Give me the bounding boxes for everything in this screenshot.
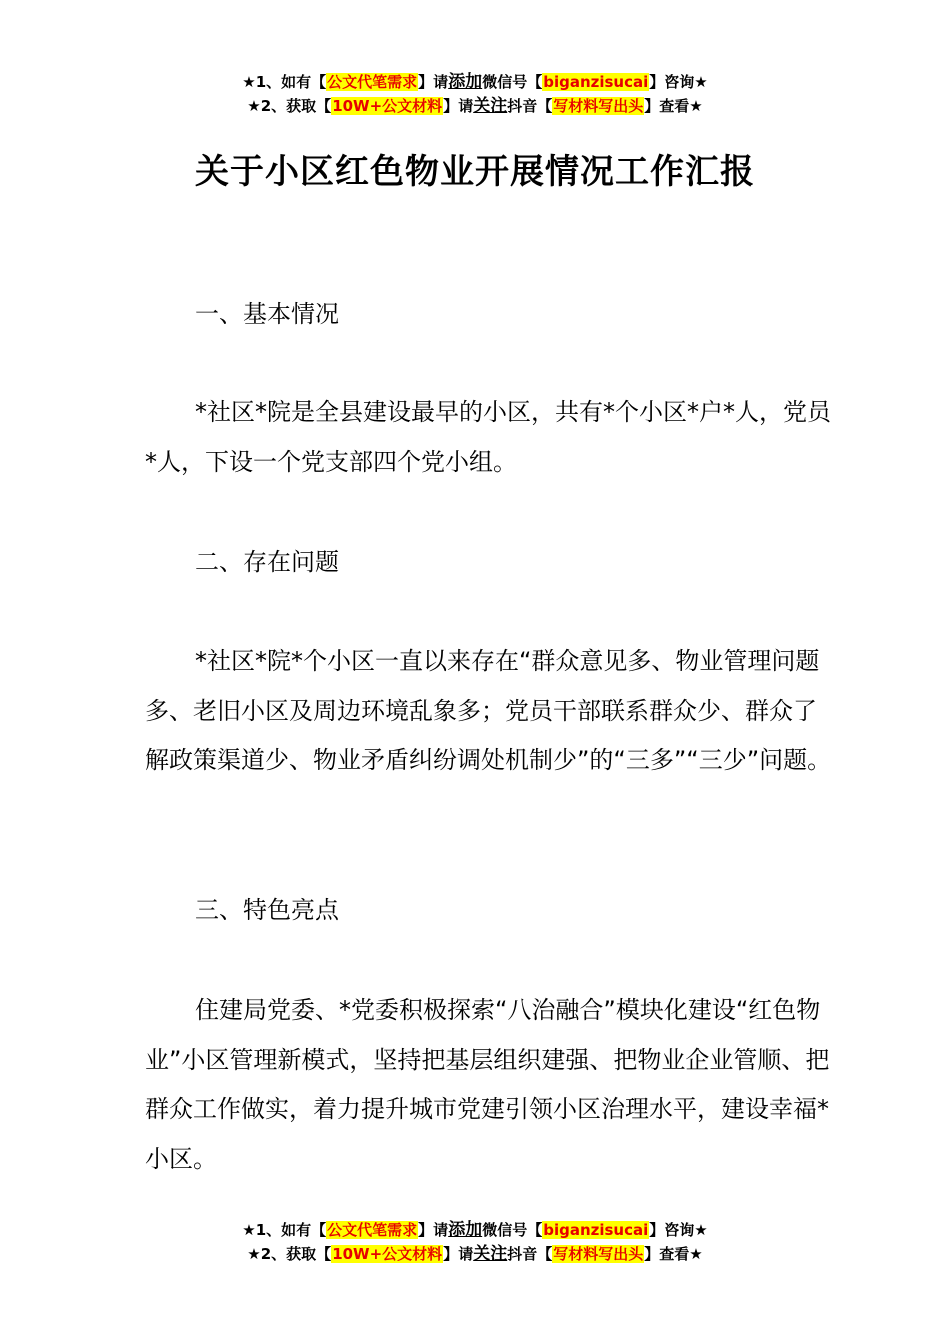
ad-text: 抖音【 (507, 1245, 553, 1263)
ad-highlight: 公文代笔需求 (327, 73, 418, 91)
ad-text: ★1、如有【 (242, 1221, 327, 1239)
ad-highlight-douyin: 写材料写出头 (553, 1245, 644, 1263)
ad-emphasis: 添加 (448, 72, 483, 92)
ad-text: 】请 (418, 1221, 449, 1239)
ad-text: ★2、获取【 (247, 97, 332, 115)
ad-text: 抖音【 (507, 97, 553, 115)
ad-emphasis: 关注 (473, 96, 508, 116)
document-title: 关于小区红色物业开展情况工作汇报 (195, 152, 755, 192)
ad-line-1 (0, 1218, 950, 1242)
ad-line-2 (0, 1242, 950, 1266)
ad-text: 】咨询★ (649, 73, 708, 91)
section-paragraph-basic: *社区*院是全县建设最早的小区，共有*个小区*户*人，党员*人，下设一个党支部四个党小组。 (145, 398, 831, 476)
ad-line-2 (0, 94, 950, 118)
ad-emphasis: 关注 (473, 1244, 508, 1264)
ad-text: 】请 (418, 73, 449, 91)
header-ad-banner (0, 70, 950, 118)
ad-text: 】咨询★ (649, 1221, 708, 1239)
ad-text: 】查看★ (644, 1245, 703, 1263)
section-heading-basic: 一、基本情况 (195, 300, 339, 328)
ad-highlight-wechat: biganzisucai (543, 1221, 649, 1239)
ad-highlight-wechat: biganzisucai (543, 73, 649, 91)
ad-text: 】请 (443, 1245, 474, 1263)
ad-text: 】请 (443, 97, 474, 115)
ad-text: 】查看★ (644, 97, 703, 115)
ad-text: 微信号【 (482, 73, 543, 91)
ad-text: 微信号【 (482, 1221, 543, 1239)
section-paragraph-problems: *社区*院*个小区一直以来存在“群众意见多、物业管理问题多、老旧小区及周边环境乱象多；党员干部联系群众少、群众了解政策渠道少、物业矛盾纠纷调处机制少”的“三多”“三少”问题。 (145, 647, 832, 774)
section-paragraph-highlights: 住建局党委、*党委积极探索“八治融合”模块化建设“红色物业”小区管理新模式，坚持把基层组织建强、把物业企业管顺、把群众工作做实，着力提升城市党建引领小区治理水平，建设幸福*小区。 (145, 996, 830, 1173)
section-heading-highlights: 三、特色亮点 (195, 896, 339, 924)
ad-highlight-douyin: 写材料写出头 (553, 97, 644, 115)
ad-emphasis: 添加 (448, 1220, 483, 1240)
ad-text: ★1、如有【 (242, 73, 327, 91)
ad-highlight: 10W+公文材料 (332, 1245, 443, 1263)
section-heading-problems: 二、存在问题 (195, 548, 339, 576)
footer-ad-banner (0, 1218, 950, 1266)
ad-text: ★2、获取【 (247, 1245, 332, 1263)
ad-highlight: 公文代笔需求 (327, 1221, 418, 1239)
ad-highlight: 10W+公文材料 (332, 97, 443, 115)
ad-line-1 (0, 70, 950, 94)
